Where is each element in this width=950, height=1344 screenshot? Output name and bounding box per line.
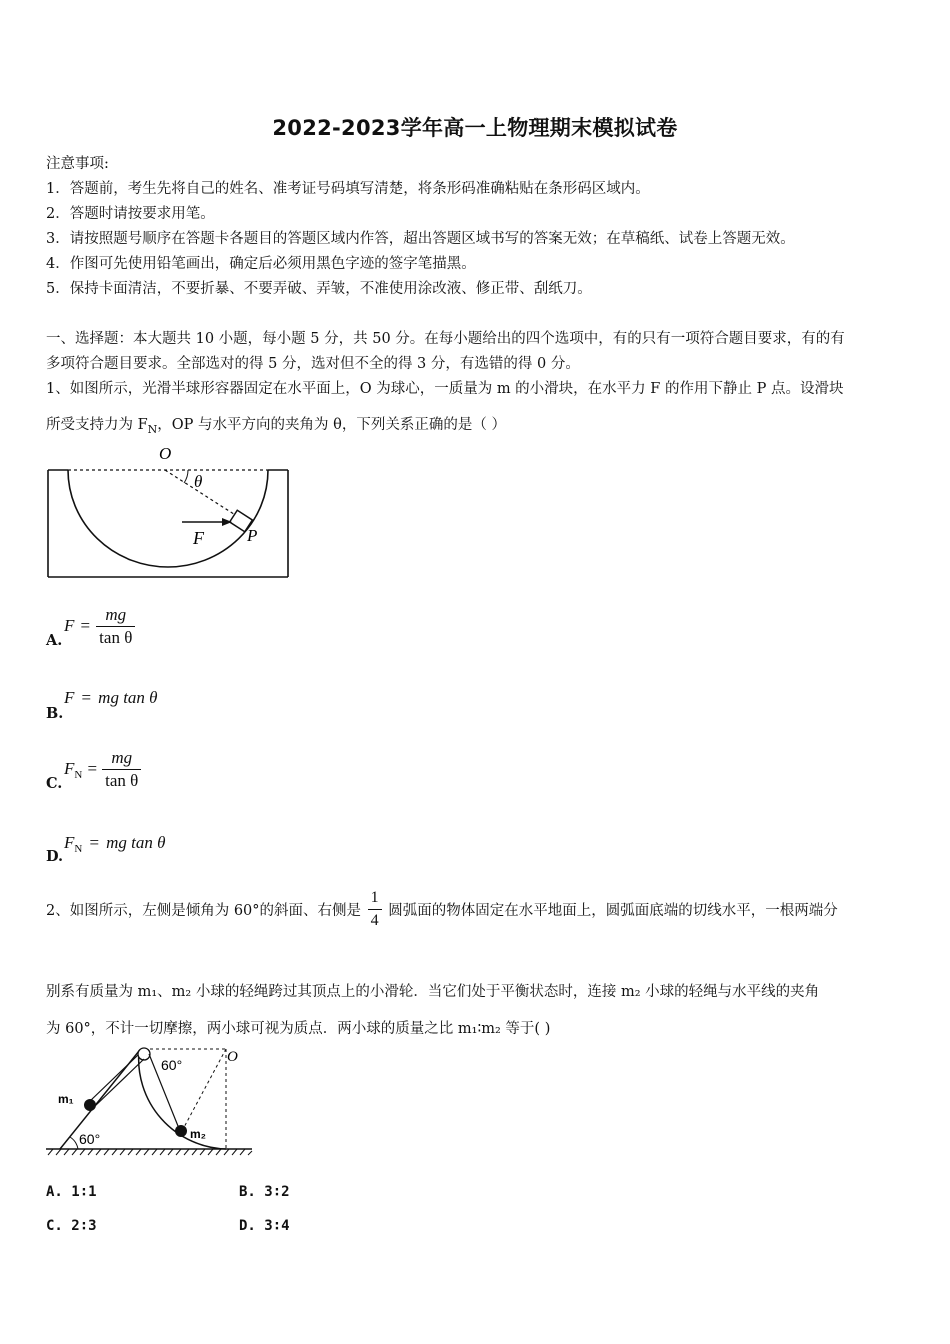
- q2-option-a[interactable]: A. 1∶1: [46, 1184, 97, 1200]
- q2-label-angle-bottom: 60°: [79, 1131, 101, 1147]
- note-item-2: 2．答题时请按要求用笔。: [46, 206, 215, 222]
- note-item-5: 5．保持卡面清洁，不要折暴、不要弄破、弄皱，不准使用涂改液、修正带、刮纸刀。: [46, 281, 592, 297]
- q2-label-m2: m₂: [190, 1127, 207, 1141]
- section-intro-line-1: 一、选择题：本大题共 10 小题，每小题 5 分，共 50 分。在每小题给出的四个选项中，有的只有一项符合题目要求，有的有: [46, 331, 845, 347]
- q1-hemisphere-figure: [40, 440, 300, 585]
- q1-label-O: O: [159, 444, 172, 463]
- q2-stem-line-3: 为 60°，不计一切摩擦，两小球可视为质点．两小球的质量之比 m₁∶m₂ 等于( ): [46, 1021, 551, 1037]
- q2-label-O: O: [227, 1049, 238, 1065]
- q2-option-b[interactable]: B. 3∶2: [239, 1184, 290, 1200]
- q2-stem-line-2: 别系有质量为 m₁、m₂ 小球的轻绳跨过其顶点上的小滑轮．当它们处于平衡状态时，连接 m₂ 小球的轻绳与水平线的夹角: [46, 984, 820, 1000]
- note-item-1: 1．答题前，考生先将自己的姓名、准考证号码填写清楚，将条形码准确粘贴在条形码区域内。: [46, 181, 650, 197]
- q2-option-c[interactable]: C. 2∶3: [46, 1218, 97, 1234]
- q1-label-P: P: [247, 526, 258, 545]
- section-intro-line-2: 多项符合题目要求。全部选对的得 5 分，选对但不全的得 3 分，有选错的得 0 分。: [46, 356, 580, 372]
- q1-label-theta: θ: [194, 472, 203, 491]
- notes-heading: 注意事项:: [46, 156, 109, 172]
- q1-label-F: F: [193, 528, 204, 548]
- q2-label-angle-top: 60°: [161, 1057, 183, 1073]
- q2-incline-arc-figure: [44, 1045, 254, 1160]
- q1-stem-line-2: 所受支持力为 $F_N$，OP 与水平方向的夹角为 θ，下列关系正确的是（ ）: [46, 417, 506, 436]
- note-item-3: 3．请按照题号顺序在答题卡各题目的答题区域内作答，超出答题区域书写的答案无效；在草稿纸、试卷上答题无效。: [46, 231, 795, 247]
- q2-option-d[interactable]: D. 3∶4: [239, 1218, 290, 1234]
- q2-stem-line-1: 2、如图所示，左侧是倾角为 60°的斜面、右侧是 $\frac{1}{4}$ 圆弧面的物体固定在水平地面上，圆弧面底端的切线水平，一根两端分: [46, 889, 838, 929]
- page-title: 2022-2023学年高一上物理期末模拟试卷: [272, 116, 678, 140]
- note-item-4: 4．作图可先使用铅笔画出，确定后必须用黑色字迹的签字笔描黑。: [46, 256, 476, 272]
- q1-stem-line-1: 1、如图所示，光滑半球形容器固定在水平面上，O 为球心，一质量为 m 的小滑块，在水平力 F 的作用下静止 P 点。设滑块: [46, 381, 844, 397]
- q2-label-m1: m₁: [58, 1092, 74, 1106]
